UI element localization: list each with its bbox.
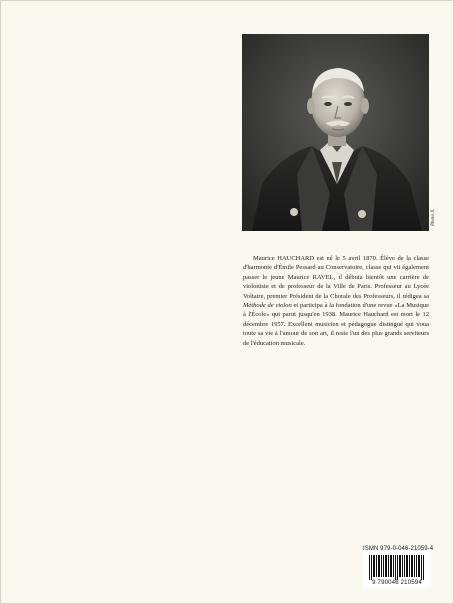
photo-credit: Photo X.: [431, 208, 436, 226]
barcode-block: [363, 546, 434, 588]
ismn-label: ISMN 979-0-046-21059-4: [363, 546, 434, 552]
biography-text-part-1: Maurice HAUCHARD est né le 5 avril 1870. Élève de la classe d'harmonie d'Émile Pessard au Conservatoire, classe qui vit également passer le jeune Maurice RAVEL, il débuta bientôt une carrière de violoniste et de professeur de la Ville de Paris. Professeur au Lycée Voltaire, premier Président de la Chorale des Professeurs, il rédigea sa: [243, 255, 429, 300]
biography-text-part-2: et participa à la fondation d'une revue «La Musique à l'École» qui parut jusqu'en 1938. Maurice Hauchard est mort le 12 décembre 1957. Excellent musicien et pédagogue distingué qui voua toute sa vie à l'amour de son art, il reste l'un des plus grands serviteurs de l'éducation musicale.: [243, 302, 429, 347]
portrait-photo: [242, 34, 429, 231]
barcode-digits: 9 790046 210594: [372, 580, 422, 586]
biography-text: [243, 254, 429, 348]
method-title: Méthode de violon: [243, 302, 292, 310]
barcode-graphic: [369, 555, 425, 580]
